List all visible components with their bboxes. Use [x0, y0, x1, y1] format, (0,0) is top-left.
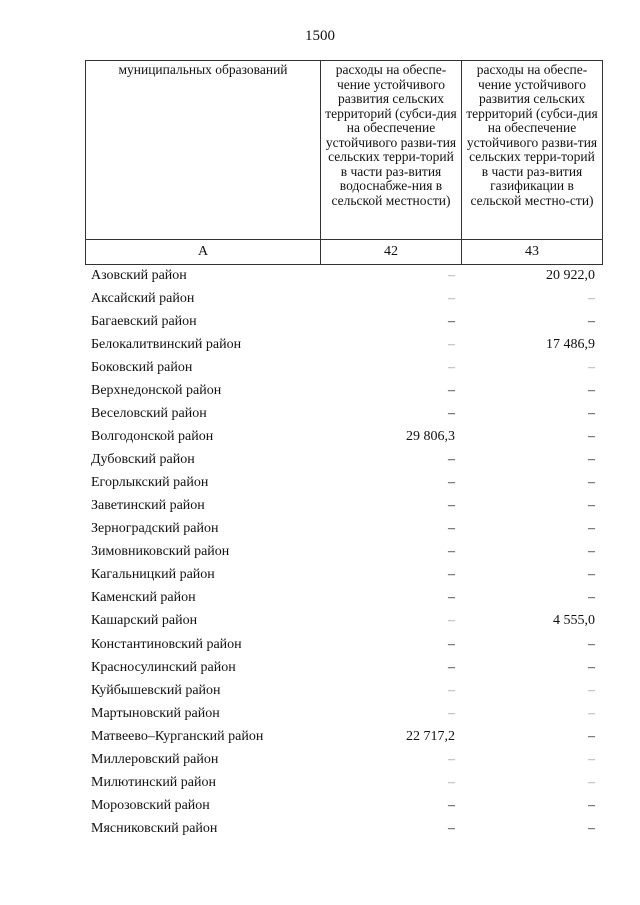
- value-col-42: –: [448, 613, 455, 629]
- district-name: Морозовский район: [91, 797, 210, 813]
- table-row: [85, 450, 601, 473]
- value-col-42: –: [448, 590, 455, 606]
- value-col-42: –: [448, 567, 455, 583]
- value-col-43: –: [588, 452, 595, 468]
- value-col-43: –: [588, 544, 595, 560]
- district-name: Верхнедонской район: [91, 383, 222, 399]
- district-name: Мясниковский район: [91, 820, 218, 836]
- district-name: Миллеровский район: [91, 751, 219, 767]
- district-name: Аксайский район: [91, 291, 195, 307]
- table-row: [85, 681, 601, 704]
- district-name: Милютинский район: [91, 774, 217, 790]
- district-name: Азовский район: [91, 268, 187, 283]
- table-row: [85, 427, 601, 450]
- district-name: Волгодонской район: [91, 429, 214, 445]
- value-col-43: –: [588, 728, 595, 744]
- value-col-43: –: [588, 659, 595, 675]
- value-col-42: –: [448, 452, 455, 468]
- value-col-43: 17 486,9: [546, 337, 595, 353]
- district-name: Заветинский район: [91, 498, 205, 514]
- value-col-43: –: [588, 751, 595, 767]
- table-row: [85, 473, 601, 496]
- value-col-42: –: [448, 337, 455, 353]
- value-col-42: –: [448, 291, 455, 307]
- value-col-43: –: [588, 498, 595, 514]
- value-col-42: –: [448, 659, 455, 675]
- value-col-43: –: [588, 314, 595, 330]
- table-body: [85, 266, 601, 842]
- value-col-43: –: [588, 636, 595, 652]
- column-index-row: [86, 240, 603, 265]
- table-row: [85, 335, 601, 358]
- district-name: Багаевский район: [91, 314, 197, 330]
- column-index-43: 43: [462, 240, 603, 265]
- table-row: [85, 750, 601, 773]
- value-col-42: –: [448, 268, 455, 283]
- district-name: Белокалитвинский район: [91, 337, 242, 353]
- district-name: Каменский район: [91, 590, 196, 606]
- value-col-43: 4 555,0: [553, 613, 595, 629]
- table-row: [85, 773, 601, 796]
- column-header-municipalities-text: муниципальных образований: [118, 62, 288, 77]
- value-col-43: –: [588, 429, 595, 445]
- value-col-42: –: [448, 820, 455, 836]
- value-col-43: –: [588, 820, 595, 836]
- table-row: [85, 289, 601, 312]
- value-col-42: –: [448, 383, 455, 399]
- value-col-42: –: [448, 498, 455, 514]
- value-col-43: –: [588, 360, 595, 376]
- table-row: [85, 635, 601, 658]
- value-col-42: –: [448, 360, 455, 376]
- value-col-42: –: [448, 314, 455, 330]
- table-row: [85, 796, 601, 819]
- page-number: 1500: [305, 28, 335, 44]
- value-col-43: –: [588, 705, 595, 721]
- table-row: [85, 658, 601, 681]
- column-header-43: расходы на обеспе-чение устойчивого развития сельских территорий (субси-дия на обеспечение устойчивого разви-тия сельских терри-торий в части раз-вития газификации в сельской местно-сти): [462, 61, 603, 240]
- table-row: [85, 496, 601, 519]
- value-col-42: –: [448, 797, 455, 813]
- value-col-42: –: [448, 751, 455, 767]
- table-header: [85, 60, 603, 265]
- table-row: [85, 312, 601, 335]
- table-row: [85, 727, 601, 750]
- table-row: [85, 266, 601, 289]
- district-name: Дубовский район: [91, 452, 195, 468]
- value-col-43: –: [588, 406, 595, 422]
- table-row: [85, 404, 601, 427]
- district-name: Кашарский район: [91, 613, 198, 629]
- table-row: [85, 519, 601, 542]
- value-col-42: 22 717,2: [406, 728, 455, 744]
- value-col-43: –: [588, 521, 595, 537]
- table-row: [85, 358, 601, 381]
- value-col-43: –: [588, 774, 595, 790]
- district-name: Красносулинский район: [91, 659, 236, 675]
- value-col-42: 29 806,3: [406, 429, 455, 445]
- district-name: Зимовниковский район: [91, 544, 230, 560]
- value-col-42: –: [448, 544, 455, 560]
- table-row: [85, 588, 601, 611]
- value-col-42: –: [448, 521, 455, 537]
- value-col-42: –: [448, 475, 455, 491]
- table-row: [85, 704, 601, 727]
- district-name: Егорлыкский район: [91, 475, 209, 491]
- value-col-42: –: [448, 705, 455, 721]
- value-col-43: –: [588, 475, 595, 491]
- district-name: Веселовский район: [91, 406, 207, 422]
- value-col-43: 20 922,0: [546, 268, 595, 283]
- district-name: Кагальницкий район: [91, 567, 215, 583]
- table-row: [85, 565, 601, 588]
- value-col-42: –: [448, 682, 455, 698]
- district-name: Матвеево–Курганский район: [91, 728, 264, 744]
- district-name: Куйбышевский район: [91, 682, 221, 698]
- column-header-42: расходы на обеспе-чение устойчивого развития сельских территорий (субси-дия на обеспечение устойчивого разви-тия сельских терри-торий в части раз-вития водоснабже-ния в сельской местности): [321, 61, 462, 240]
- value-col-43: –: [588, 797, 595, 813]
- table-row: [85, 611, 601, 634]
- column-index-a: А: [86, 240, 321, 265]
- value-col-43: –: [588, 567, 595, 583]
- district-name: Боковский район: [91, 360, 193, 376]
- district-name: Зерноградский район: [91, 521, 219, 537]
- value-col-43: –: [588, 682, 595, 698]
- table-row: [85, 819, 601, 842]
- value-col-43: –: [588, 590, 595, 606]
- value-col-42: –: [448, 636, 455, 652]
- table-row: [85, 381, 601, 404]
- column-index-42: 42: [321, 240, 462, 265]
- value-col-42: –: [448, 406, 455, 422]
- column-header-municipalities: [86, 61, 321, 240]
- table-row: [85, 542, 601, 565]
- value-col-42: –: [448, 774, 455, 790]
- column-headers-row: [86, 61, 603, 240]
- district-name: Константиновский район: [91, 636, 242, 652]
- value-col-43: –: [588, 383, 595, 399]
- value-col-43: –: [588, 291, 595, 307]
- district-name: Мартыновский район: [91, 705, 220, 721]
